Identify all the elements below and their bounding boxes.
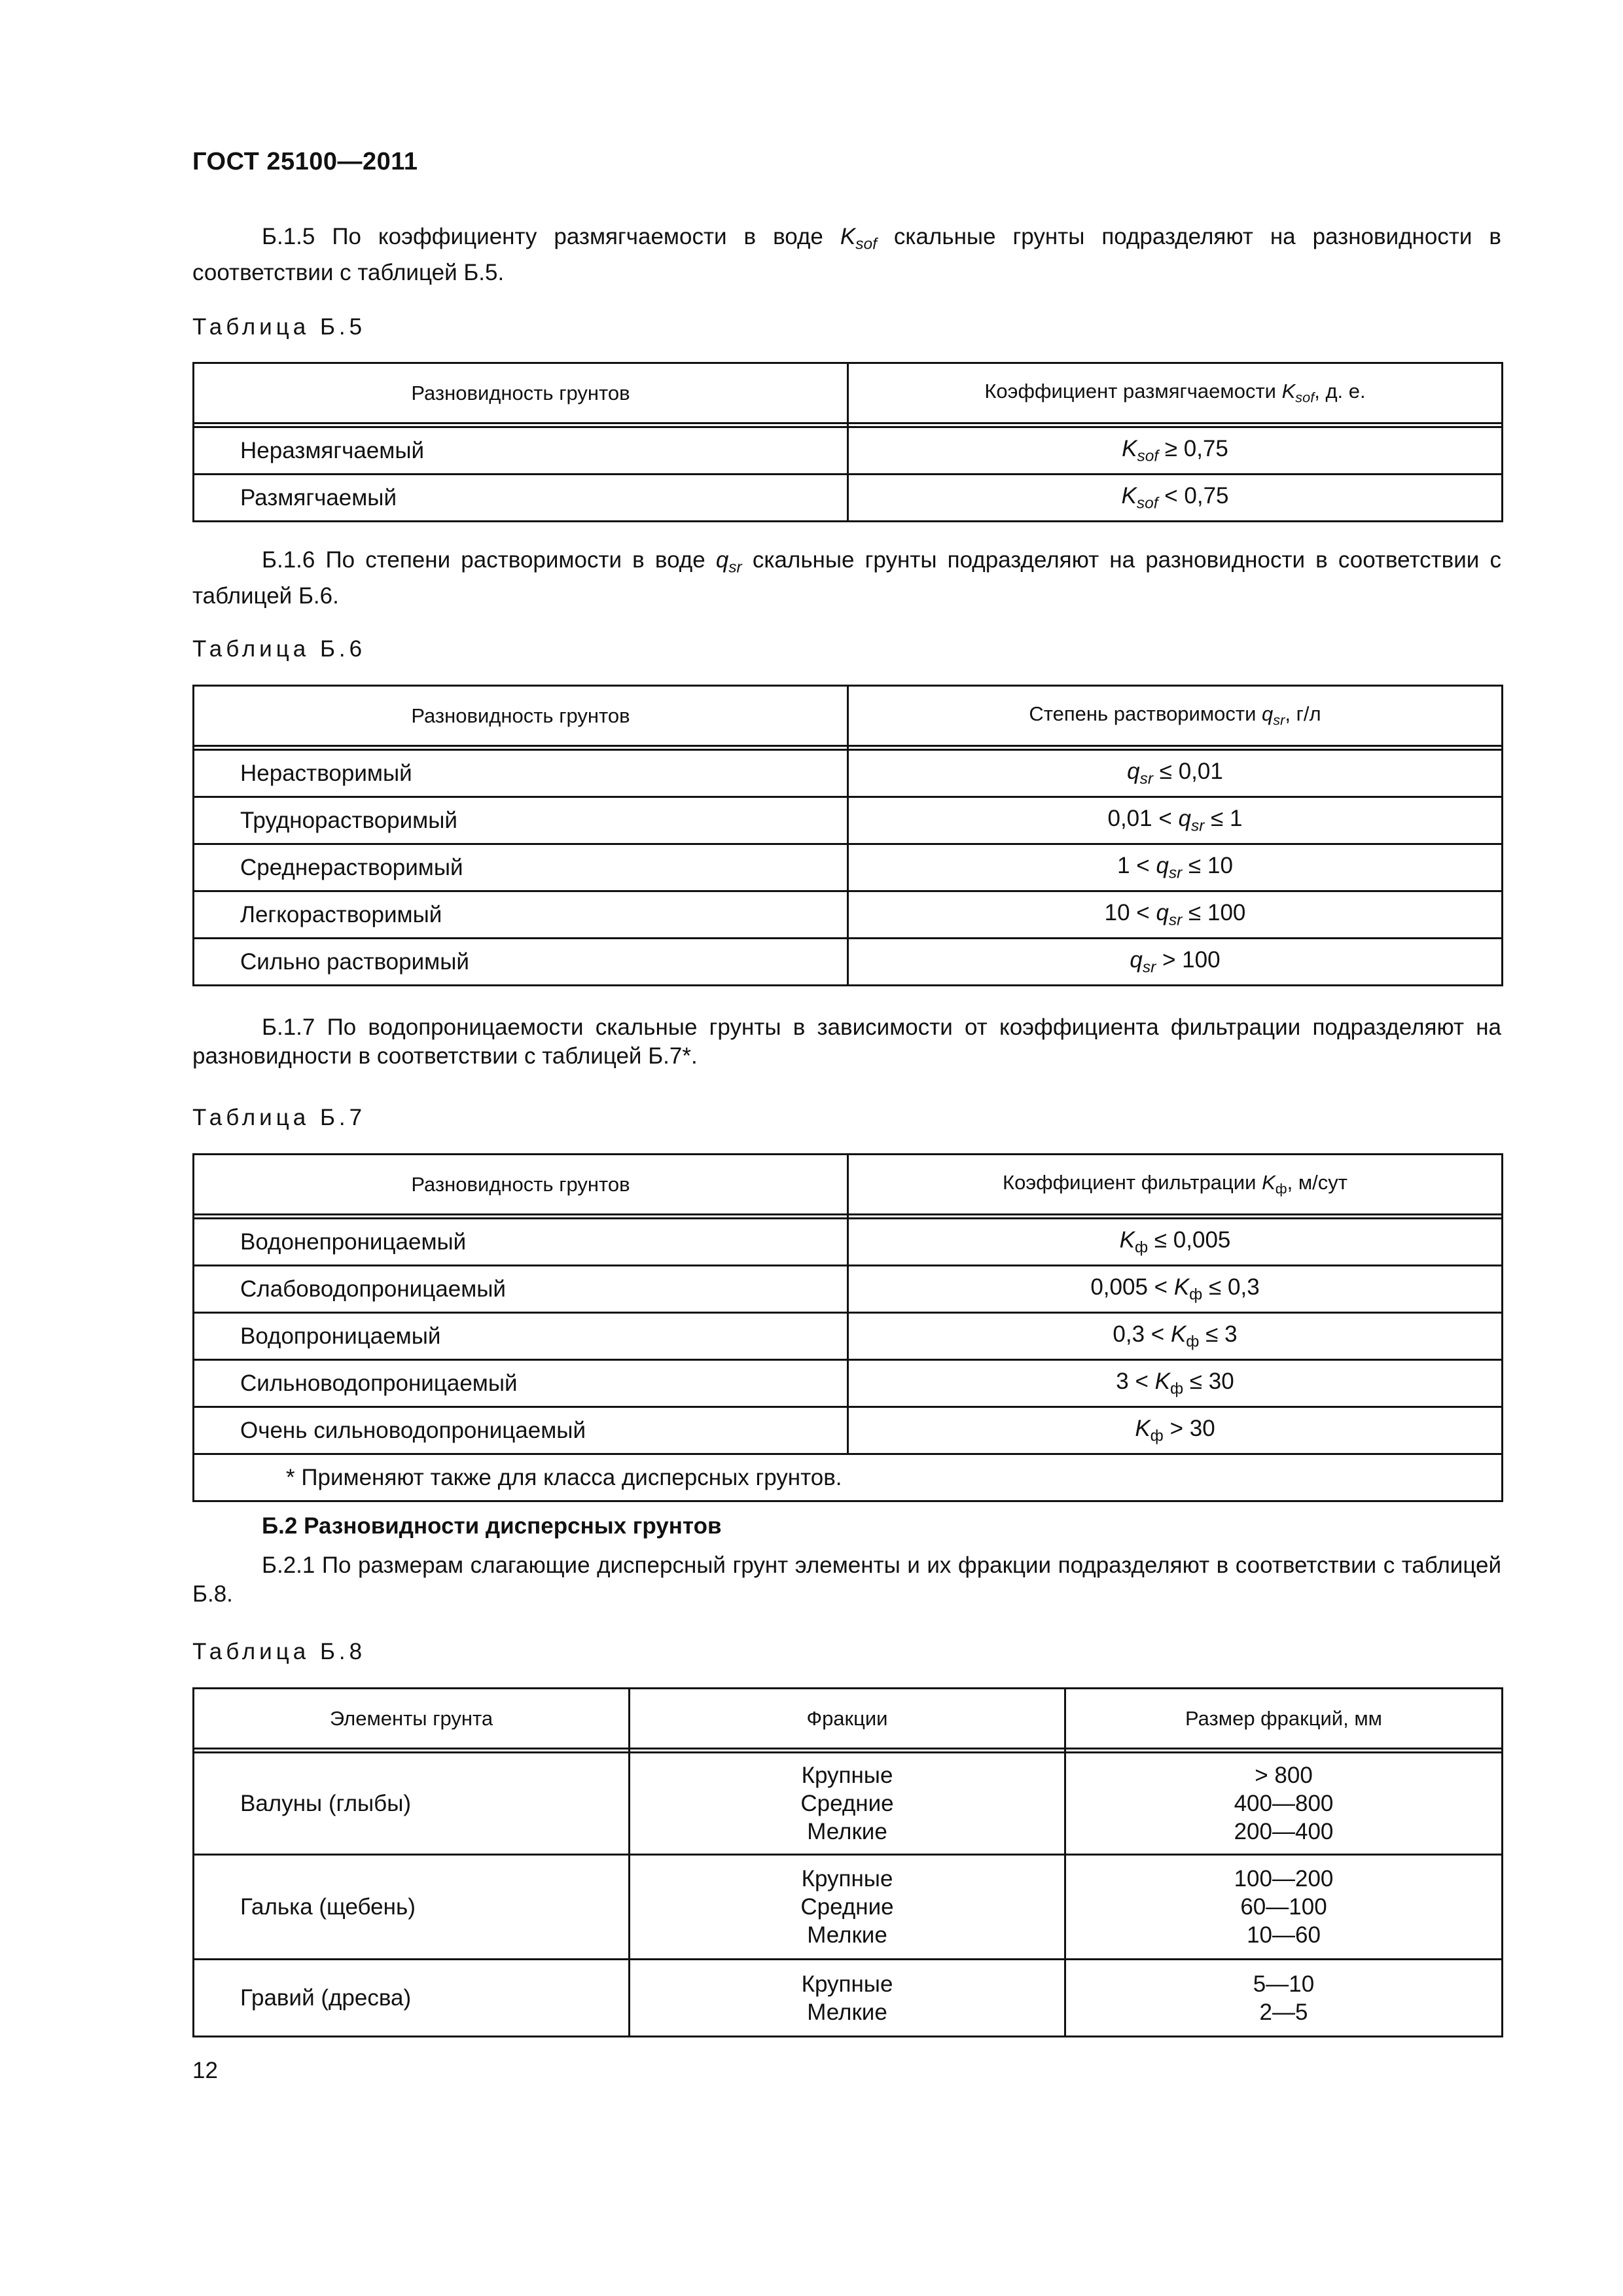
document-header: ГОСТ 25100—2011	[192, 148, 418, 175]
table-b8	[192, 1687, 1503, 2037]
table-b7-header-variety: Разновидность грунтов	[194, 1155, 848, 1215]
table-row: Сильноводопроницаемый $3 < K_ф \le 30$	[194, 1360, 1503, 1407]
table-row: Среднерастворимый $1 < q_{sr} \le 10$	[194, 844, 1503, 891]
table-b6-header-variety: Разновидность грунтов	[194, 686, 848, 746]
table-row: Галька (щебень) Крупные Средние Мелкие 100—200 60—100 10—60	[194, 1855, 1503, 1960]
table-row: Размягчаемый $K_{sof} < 0,75$	[194, 475, 1503, 522]
paragraph-b21: Б.2.1 По размерам слагающие дисперсный грунт элементы и их фракции подразделяют в соответствии с таблицей Б.8.	[192, 1552, 1501, 1607]
table-row: Слабоводопроницаемый $0,005 < K_ф \le 0,3$	[194, 1266, 1503, 1313]
table-b7-header-filtration: Коэффициент фильтрации $K_ф$, м/сут	[848, 1155, 1503, 1215]
table-b5-header-variety: Разновидность грунтов	[194, 363, 848, 423]
section-b2-title: Б.2 Разновидности дисперсных грунтов	[262, 1513, 722, 1539]
table-row: Сильно растворимый $q_{sr} > 100$	[194, 939, 1503, 986]
page-number: 12	[192, 2058, 218, 2083]
paragraph-b16: Б.1.6 По степени растворимости в воде $q_{sr}$ скальные грунты подразделяют на разновидности в соответствии с таблицей Б.6.	[192, 547, 1501, 609]
table-b8-header-elements: Элементы грунта	[194, 1689, 630, 1749]
table-row: Легкорастворимый $10 < q_{sr} \le 100$	[194, 891, 1503, 939]
table-row: Труднорастворимый $0,01 < q_{sr} \le 1$	[194, 797, 1503, 844]
table-row: Нерастворимый $q_{sr} \le 0,01$	[194, 750, 1503, 797]
table-b7-footnote: * Применяют также для класса дисперсных грунтов.	[194, 1454, 1503, 1501]
paragraph-b15: Б.1.5 По коэффициенту размягчаемости в воде $K_{sof}$ скальные грунты подразделяют на разновидности в соответствии с таблицей Б.5.	[192, 224, 1501, 286]
table-row: Водопроницаемый $0,3 < K_ф \le 3$	[194, 1313, 1503, 1360]
paragraph-b17: Б.1.7 По водопроницаемости скальные грунты в зависимости от коэффициента фильтрации подразделяют на разновидности в соответствии с таблицей Б.7*.	[192, 1014, 1501, 1069]
table-b7-caption: Таблица Б.7	[192, 1105, 366, 1130]
table-row: Гравий (дресва) Крупные Мелкие 5—10 2—5	[194, 1960, 1503, 2037]
table-b6-caption: Таблица Б.6	[192, 636, 366, 662]
table-b7-note-row	[194, 1454, 1503, 1501]
table-row: Водонепроницаемый $K_ф \le 0,005$	[194, 1219, 1503, 1266]
table-b6-header-solubility: Степень растворимости $q_{sr}$, г/л	[848, 686, 1503, 746]
table-b8-header-fractions: Фракции	[630, 1689, 1065, 1749]
table-row: Валуны (глыбы) Крупные Средние Мелкие > 800 400—800 200—400	[194, 1753, 1503, 1855]
table-b6	[192, 685, 1503, 986]
table-row: Неразмягчаемый $K_{sof} \ge 0,75$	[194, 427, 1503, 475]
table-b5-caption: Таблица Б.5	[192, 314, 366, 340]
table-b7	[192, 1153, 1503, 1502]
table-b5	[192, 362, 1503, 522]
table-row: Очень сильноводопроницаемый $K_ф > 30$	[194, 1407, 1503, 1454]
table-b8-header-size: Размер фракций, мм	[1065, 1689, 1503, 1749]
table-b5-header-coefficient: Коэффициент размягчаемости $K_{sof}$, д. е.	[848, 363, 1503, 423]
table-b8-caption: Таблица Б.8	[192, 1639, 366, 1664]
